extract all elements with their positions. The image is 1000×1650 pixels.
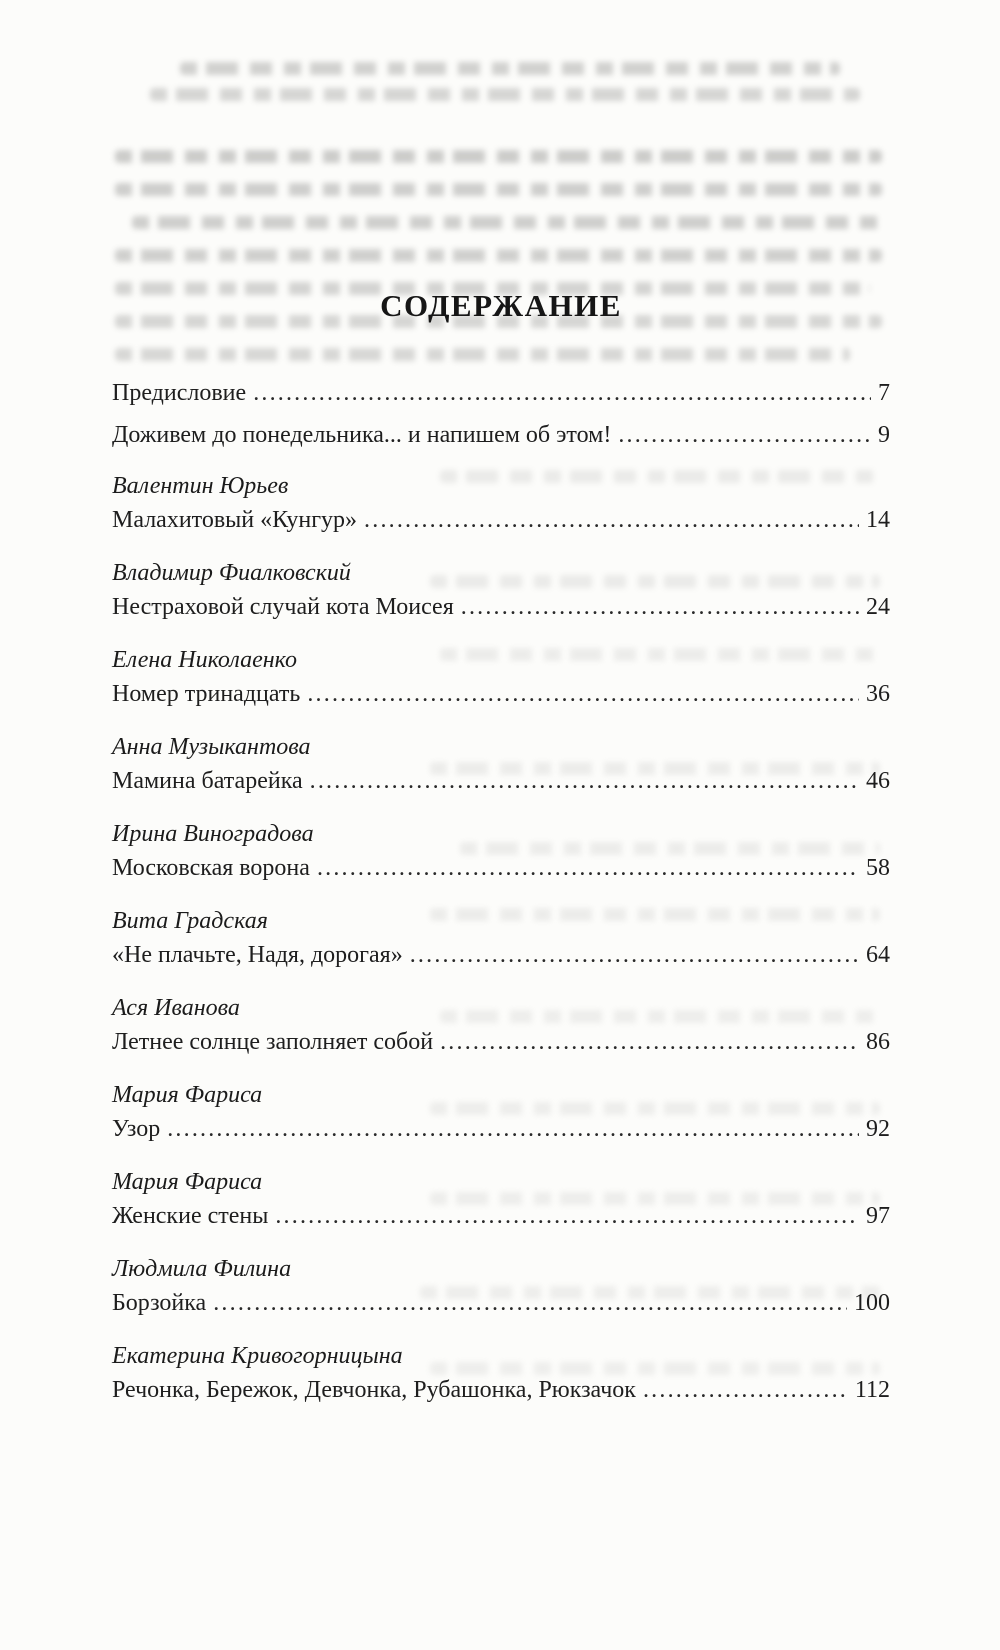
toc-page-number: 97 <box>866 1203 890 1229</box>
toc-entry-author: Людмила Филина <box>112 1256 292 1282</box>
toc-page-number: 46 <box>866 768 890 794</box>
toc-entry <box>112 1080 890 1145</box>
toc-entry-title: Номер тринадцать <box>112 681 301 707</box>
toc-page-number: 92 <box>866 1116 890 1142</box>
toc-entry-author: Валентин Юрьев <box>112 473 289 499</box>
contents-heading: СОДЕРЖАНИЕ <box>380 288 622 323</box>
toc-entry-title: Женские стены <box>112 1203 269 1229</box>
toc-entry-author: Елена Николаенко <box>112 647 297 673</box>
toc-list <box>112 378 890 1406</box>
bleed-through-line <box>115 150 882 163</box>
toc-entry-title: Речонка, Бережок, Девчонка, Рубашонка, Рюкзачок <box>112 1377 636 1403</box>
toc-entry <box>112 471 890 536</box>
toc-page-number: 58 <box>866 855 890 881</box>
dot-leader <box>461 592 859 623</box>
toc-entry-title: Московская ворона <box>112 855 310 881</box>
toc-entry-title: Предисловие <box>112 380 247 406</box>
toc-entry-author: Анна Музыкантова <box>112 734 311 760</box>
dot-leader <box>317 853 859 884</box>
dot-leader <box>253 378 871 409</box>
toc-entry <box>112 1341 890 1406</box>
toc-entry-title: Нестраховой случай кота Моисея <box>112 594 454 620</box>
toc-entry-author: Вита Градская <box>112 908 268 934</box>
dot-leader <box>643 1375 848 1406</box>
toc-entry-title: Мамина батарейка <box>112 768 303 794</box>
toc-entry <box>112 993 890 1058</box>
bleed-through-line <box>132 216 882 229</box>
table-of-contents <box>112 288 890 1428</box>
dot-leader <box>440 1027 859 1058</box>
toc-page-number: 14 <box>866 507 890 533</box>
toc-entry-author: Екатерина Кривогорницына <box>112 1343 403 1369</box>
toc-entry <box>112 1167 890 1232</box>
dot-leader <box>167 1114 859 1145</box>
toc-page-number: 9 <box>878 422 890 448</box>
dot-leader <box>310 766 859 797</box>
toc-entry-author: Владимир Фиалковский <box>112 560 351 586</box>
toc-entry <box>112 378 890 409</box>
toc-page-number: 36 <box>866 681 890 707</box>
toc-entry <box>112 819 890 884</box>
toc-page-number: 100 <box>854 1290 890 1316</box>
toc-entry-title: «Не плачьте, Надя, дорогая» <box>112 942 403 968</box>
bleed-through-line <box>180 62 840 75</box>
toc-entry <box>112 558 890 623</box>
dot-leader <box>618 420 871 451</box>
toc-entry-author: Ирина Виноградова <box>112 821 314 847</box>
toc-entry-author: Мария Фариса <box>112 1082 263 1108</box>
dot-leader <box>213 1288 847 1319</box>
toc-entry <box>112 420 890 451</box>
toc-entry-title: Узор <box>112 1116 161 1142</box>
toc-entry-title: Малахитовый «Кунгур» <box>112 507 358 533</box>
toc-page-number: 24 <box>866 594 890 620</box>
toc-entry-title: Летнее солнце заполняет собой <box>112 1029 434 1055</box>
toc-entry <box>112 645 890 710</box>
toc-entry-author: Мария Фариса <box>112 1169 263 1195</box>
dot-leader <box>307 679 859 710</box>
toc-entry-author: Ася Иванова <box>112 995 240 1021</box>
dot-leader <box>410 940 859 971</box>
toc-entry <box>112 1254 890 1319</box>
dot-leader <box>364 505 859 536</box>
toc-page-number: 86 <box>866 1029 890 1055</box>
toc-page-number: 7 <box>878 380 890 406</box>
bleed-through-line <box>150 88 860 101</box>
toc-entry <box>112 732 890 797</box>
toc-page-number: 112 <box>854 1377 890 1403</box>
toc-entry-title: Доживем до понедельника... и напишем об этом! <box>112 422 612 448</box>
dot-leader <box>275 1201 859 1232</box>
toc-entry-title: Борзойка <box>112 1290 207 1316</box>
bleed-through-line <box>115 183 882 196</box>
bleed-through-line <box>115 249 882 262</box>
toc-entry <box>112 906 890 971</box>
toc-page-number: 64 <box>866 942 890 968</box>
